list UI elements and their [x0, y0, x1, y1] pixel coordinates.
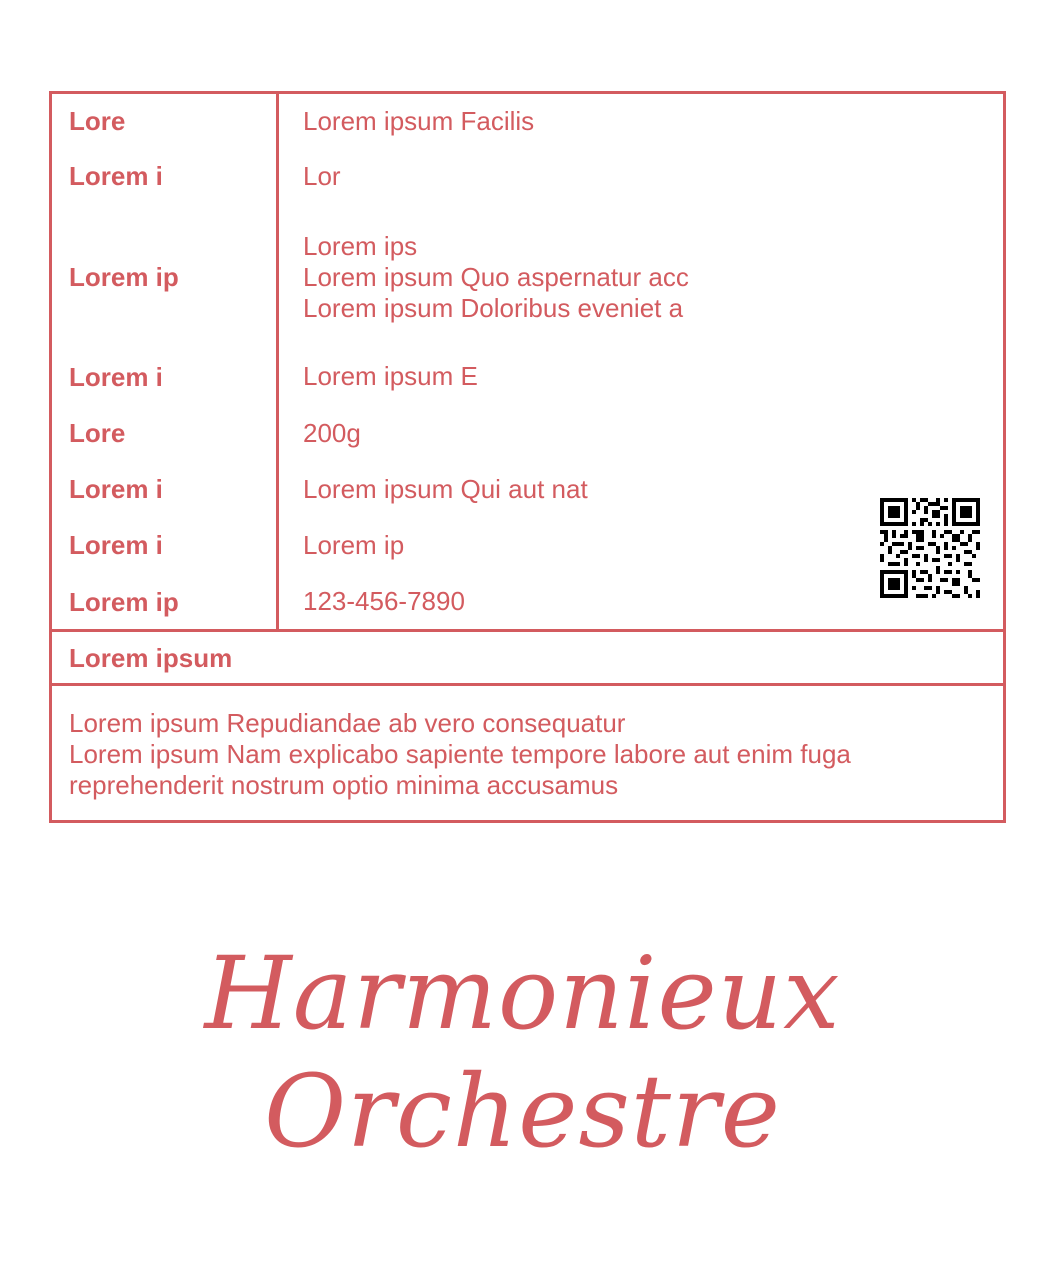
row-value-7: [303, 530, 404, 561]
info-table: [49, 91, 1006, 823]
brand-line: Harmonieux: [204, 935, 841, 1052]
row-value-3: [303, 231, 689, 324]
row-value-line: 200g: [303, 418, 361, 448]
section-divider: [52, 683, 1003, 686]
row-label-3: Lorem ip: [69, 262, 179, 292]
row-value-4: [303, 361, 478, 392]
row-value-1: [303, 106, 534, 137]
qr-code-icon: [880, 498, 980, 598]
row-value-line: Lorem ipsum Doloribus eveniet a: [303, 293, 684, 323]
description-line: Lorem ipsum Repudiandae ab vero consequatur: [69, 708, 626, 738]
brand-title: [0, 935, 1045, 1171]
row-value-line: Lor: [303, 161, 341, 191]
row-label-6: Lorem i: [69, 474, 163, 504]
description-line: Lorem ipsum Nam explicabo sapiente tempore labore aut enim fuga: [69, 739, 851, 769]
row-value-line: Lorem ipsum Facilis: [303, 106, 535, 136]
row-value-line: Lorem ip: [303, 530, 405, 560]
row-value-6: [303, 474, 588, 505]
row-value-line: Lorem ipsum E: [303, 361, 478, 391]
column-divider: [276, 94, 279, 629]
row-label-4: Lorem i: [69, 362, 163, 392]
row-value-8: [303, 586, 465, 617]
row-label-7: Lorem i: [69, 530, 163, 560]
row-value-5: [303, 418, 361, 449]
row-value-line: 123-456-7890: [303, 586, 465, 616]
row-label-8: Lorem ip: [69, 587, 179, 617]
row-label-5: Lore: [69, 418, 126, 448]
table-divider: [52, 629, 1003, 632]
section-title: Lorem ipsum: [69, 643, 233, 673]
row-value-line: Lorem ipsum Qui aut nat: [303, 474, 588, 504]
row-value-line: Lorem ipsum Quo aspernatur acc: [303, 262, 689, 292]
row-label-1: Lore: [69, 106, 126, 136]
row-value-2: [303, 161, 341, 192]
row-label-2: Lorem i: [69, 161, 163, 191]
brand-line: Orchestre: [264, 1053, 781, 1170]
row-value-line: Lorem ips: [303, 231, 418, 261]
section-description: [69, 708, 969, 801]
description-line: reprehenderit nostrum optio minima accusamus: [69, 770, 619, 800]
